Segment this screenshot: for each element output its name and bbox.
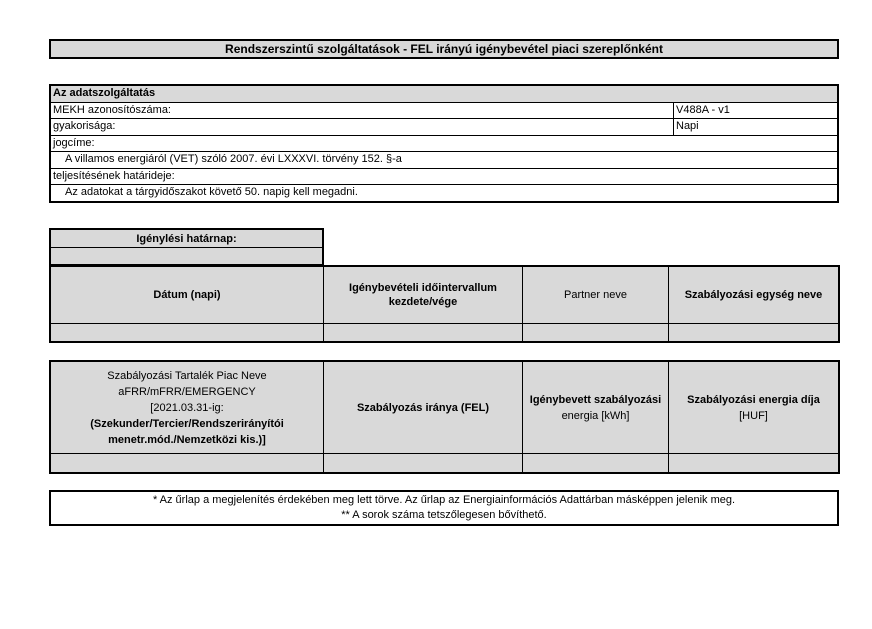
info-row-legal-basis: [51, 135, 837, 152]
col-interval: Igénybevételi időintervallum kezdete/vége: [323, 265, 523, 324]
col-fee-line: Szabályozási energia díja: [687, 393, 820, 406]
col-energy-line: Igénybevett szabályozási: [529, 393, 662, 406]
col-market-line: (Szekunder/Tercier/Rendszerirányítói: [90, 417, 284, 430]
col-partner: Partner neve: [522, 265, 669, 324]
col-market-name: [49, 360, 324, 454]
info-label: teljesítésének határideje:: [53, 169, 175, 182]
footnote-2: ** A sorok száma tetszőlegesen bővíthető.: [341, 509, 547, 521]
table-row[interactable]: [522, 323, 669, 343]
deadline-label: Igénylési határnap:: [49, 228, 324, 248]
info-value: V488A - v1: [676, 103, 730, 116]
data-service-info: [49, 84, 839, 203]
col-unit: Szabályozási egység neve: [668, 265, 840, 324]
col-market-line: aFRR/mFRR/EMERGENCY: [118, 385, 256, 398]
page-title: Rendszerszintű szolgáltatások - FEL irányú igénybevétel piaci szereplőnként: [49, 39, 839, 59]
col-market-line: [2021.03.31-ig:: [150, 401, 224, 414]
table-row[interactable]: [49, 323, 324, 343]
info-row-deadline-text: [51, 184, 837, 201]
col-fee-line: [HUF]: [739, 409, 768, 422]
info-row-legal-text: [51, 151, 837, 168]
info-value: Napi: [676, 120, 699, 132]
deadline-input[interactable]: [49, 247, 324, 266]
info-row-frequency: [51, 118, 837, 135]
info-text: Az adatokat a tárgyidőszakot követő 50. napig kell megadni.: [65, 186, 358, 198]
col-date: Dátum (napi): [49, 265, 324, 324]
info-label: MEKH azonosítószáma:: [51, 103, 674, 119]
col-market-line: menetr.mód./Nemzetközi kis.)]: [108, 433, 266, 446]
info-label: jogcíme:: [53, 136, 95, 149]
table-2: [49, 360, 840, 474]
col-fee: [668, 360, 840, 454]
info-text: A villamos energiáról (VET) szóló 2007. évi LXXXVI. törvény 152. §-a: [65, 153, 402, 165]
col-market-line: Szabályozási Tartalék Piac Neve: [107, 369, 267, 382]
table-row[interactable]: [668, 323, 840, 343]
col-energy: [522, 360, 669, 454]
info-row-mekh-id: [51, 102, 837, 119]
col-energy-line: energia [kWh]: [561, 409, 630, 422]
info-header: Az adatszolgáltatás: [51, 86, 837, 102]
table-row[interactable]: [323, 323, 523, 343]
table-row[interactable]: [522, 453, 669, 474]
table-row[interactable]: [49, 453, 324, 474]
info-row-deadline: [51, 168, 837, 185]
table-row[interactable]: [668, 453, 840, 474]
table-row[interactable]: [323, 453, 523, 474]
footnote-box: [49, 490, 839, 526]
footnote-1: * Az űrlap a megjelenítés érdekében meg lett törve. Az űrlap az Energiainformációs Adattárban másképpen jelenik meg.: [152, 494, 736, 506]
col-direction: Szabályozás iránya (FEL): [323, 360, 523, 454]
table-1: [49, 228, 840, 343]
info-label: gyakorisága:: [51, 119, 674, 135]
